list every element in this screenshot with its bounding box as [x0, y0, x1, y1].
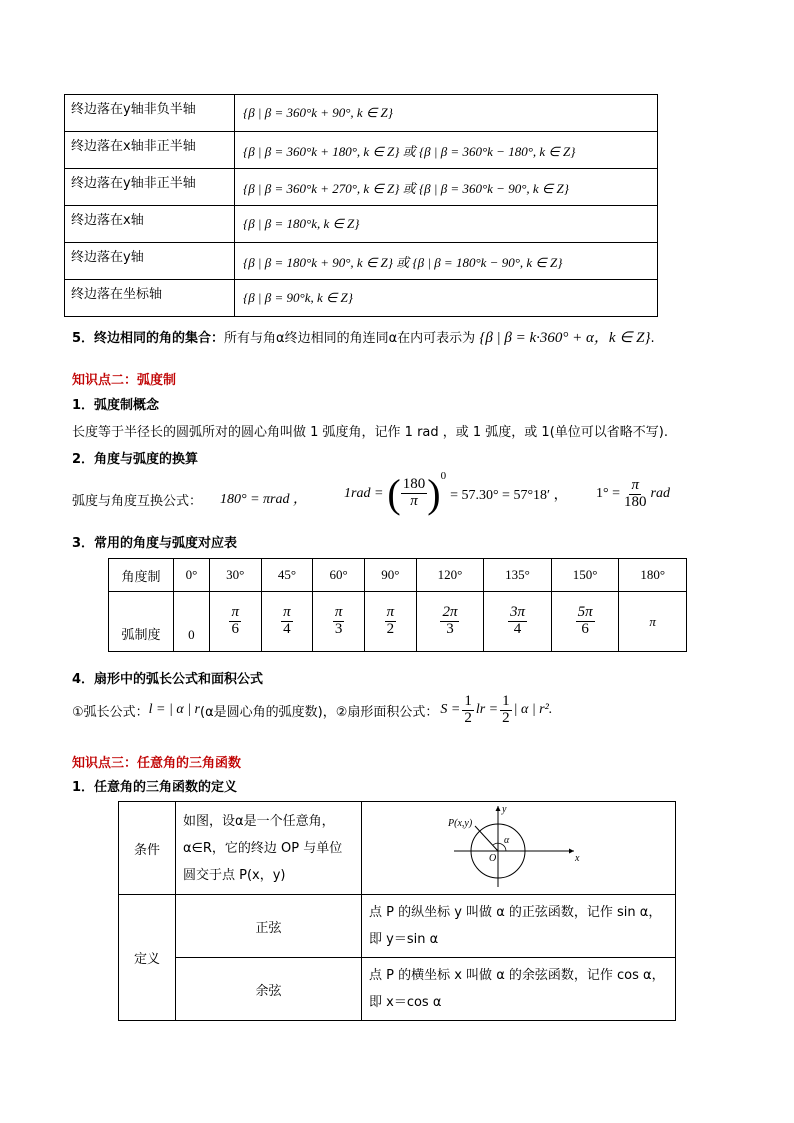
row2-header: 弧制度: [109, 592, 174, 652]
kp2-s1-heading: 1．弧度制概念: [72, 398, 160, 413]
rad-den: 4: [513, 621, 522, 637]
cond-cell: [176, 802, 362, 895]
half-num: 1: [464, 693, 472, 709]
table-row: [65, 132, 658, 169]
figure-cell: [362, 802, 676, 895]
rad-num: π: [283, 604, 291, 621]
area-label: (α是圆心角的弧度数)，②扇形面积公式：: [200, 704, 439, 720]
y-axis-label: y: [501, 804, 506, 815]
f2-exp: 0: [440, 470, 447, 482]
f2-right: = 57.30° = 57°18′ ，: [450, 487, 568, 503]
f2-fraction: [401, 477, 428, 510]
rad-den: 3: [334, 621, 343, 637]
def-label: 定义: [119, 895, 176, 1021]
sine-label: 正弦: [176, 895, 362, 958]
row-formula: {β | β = 360°k + 270°, k ∈ Z} 或 {β | β = 360°k − 90°, k ∈ Z}: [235, 169, 658, 206]
unit-circle-figure: [444, 803, 594, 889]
degree-cell: 135°: [484, 559, 552, 592]
rad-den: 6: [581, 621, 589, 637]
area-s: S =: [440, 702, 461, 718]
kp3-title: 知识点三：任意角的三角函数: [72, 756, 242, 771]
table-row: [65, 206, 658, 243]
f3-fraction: [622, 478, 649, 511]
table-row: [119, 895, 676, 958]
row-formula: {β | β = 360°k + 90°, k ∈ Z}: [235, 95, 658, 132]
row-label: 终边落在y轴非正半轴: [65, 169, 235, 206]
point-label: P(x,y): [447, 818, 472, 829]
row-formula: {β | β = 90°k, k ∈ Z}: [235, 280, 658, 317]
kp3-s1-heading: 1．任意角的三角函数的定义: [72, 780, 238, 795]
item5-heading: 5．终边相同的角的集合：: [72, 331, 225, 346]
kp2-s2-heading: 2．角度与弧度的换算: [72, 452, 199, 467]
row-formula: {β | β = 360°k + 180°, k ∈ Z} 或 {β | β = 360°k − 180°, k ∈ Z}: [235, 132, 658, 169]
left-paren: (: [387, 471, 401, 516]
row1-header: 角度制: [109, 559, 174, 592]
arc-formula: l = | α | r: [148, 702, 200, 718]
radian-cell: [313, 592, 365, 652]
radian-cell: [551, 592, 619, 652]
row-formula: {β | β = 180°k, k ∈ Z}: [235, 206, 658, 243]
area-lr: lr =: [475, 702, 499, 718]
item5-formula: {β | β = k·360° + α，k ∈ Z}: [479, 330, 651, 346]
table-row: [65, 280, 658, 317]
radian-cell: [209, 592, 261, 652]
radian-cell: 0: [174, 592, 210, 652]
trig-definition-table: [118, 801, 676, 1021]
degree-cell: 30°: [209, 559, 261, 592]
item5-line: [72, 326, 655, 347]
row-label: 终边落在y轴非负半轴: [65, 95, 235, 132]
cos-label: 余弦: [176, 958, 362, 1021]
formula-1deg: [596, 478, 670, 511]
half-num: 1: [502, 693, 510, 709]
cos-cell: [362, 958, 676, 1021]
f3-num: π: [631, 477, 639, 493]
sine-cell: [362, 895, 676, 958]
x-axis-arrow: [569, 849, 574, 854]
kp2-title: 知识点二：弧度制: [72, 373, 177, 388]
degree-cell: 120°: [416, 559, 484, 592]
item5-end: .: [650, 331, 655, 346]
radian-cell: [416, 592, 484, 652]
kp2-s1-text: 长度等于半径长的圆弧所对的圆心角叫做 1 弧度角，记作 1 rad ，或 1 弧度，或 1(单位可以省略不写).: [72, 425, 668, 440]
alpha-label: α: [503, 835, 509, 846]
row-label: 终边落在坐标轴: [65, 280, 235, 317]
radian-cell: [364, 592, 416, 652]
table-row: [65, 169, 658, 206]
x-axis-label: x: [574, 853, 579, 864]
row-formula: {β | β = 180°k + 90°, k ∈ Z} 或 {β | β = 180°k − 90°, k ∈ Z}: [235, 243, 658, 280]
right-paren: ): [427, 471, 441, 516]
area-ar2: | α | r².: [513, 702, 553, 718]
terminal-side-table: [64, 94, 658, 317]
rad-num: 5π: [577, 604, 593, 621]
degree-cell: 60°: [313, 559, 365, 592]
rad-num: π: [231, 604, 239, 621]
half-2: [500, 694, 512, 727]
f3-den: 180: [624, 493, 647, 510]
table-row: [119, 958, 676, 1021]
degree-cell: 150°: [551, 559, 619, 592]
terminal-side: [475, 826, 498, 851]
row-label: 终边落在x轴: [65, 206, 235, 243]
degree-cell: 45°: [261, 559, 313, 592]
kp2-s4-heading: 4．扇形中的弧长公式和面积公式: [72, 672, 264, 687]
rad-den: 2: [386, 621, 395, 637]
radian-cell: [261, 592, 313, 652]
f2-den: π: [410, 493, 418, 509]
f3-left: 1° =: [596, 486, 620, 502]
cos-text: 点 P 的横坐标 x 叫做 α 的余弦函数，记作 cos α，即 x＝cos α: [369, 968, 665, 1010]
f2-left: 1rad =: [344, 485, 384, 501]
table-row: [109, 559, 687, 592]
table-row: [109, 592, 687, 652]
half-den: 2: [464, 709, 472, 726]
cond-label: 条件: [119, 802, 176, 895]
kp2-s3-heading: 3．常用的角度与弧度对应表: [72, 536, 238, 551]
rad-num: 3π: [510, 604, 526, 621]
kp2-s2-label: 弧度与角度互换公式：: [72, 494, 203, 509]
degree-cell: 180°: [619, 559, 687, 592]
degree-cell: 90°: [364, 559, 416, 592]
degree-cell: 0°: [174, 559, 210, 592]
rad-den: 6: [231, 621, 239, 637]
row-label: 终边落在x轴非正半轴: [65, 132, 235, 169]
item5-text: 所有与角α终边相同的角连同α在内可表示为: [224, 331, 476, 346]
arc-formulas: [72, 694, 552, 727]
y-axis-arrow: [495, 806, 500, 811]
rad-den: 4: [283, 621, 291, 637]
rad-num: π: [334, 604, 343, 621]
radian-cell: [484, 592, 552, 652]
formula-180-pi: 180° = πrad ，: [220, 492, 308, 507]
table-row: [65, 95, 658, 132]
row-label: 终边落在y轴: [65, 243, 235, 280]
formula-1rad: [344, 470, 568, 517]
rad-num: 2π: [442, 604, 458, 621]
rad-num: π: [386, 604, 395, 621]
cond-text: 如图，设α是一个任意角，α∈R，它的终边 OP 与单位圆交于点 P(x，y): [183, 813, 343, 883]
f2-num: 180: [402, 476, 426, 493]
origin-label: O: [488, 853, 496, 864]
table-row: [65, 243, 658, 280]
arc-label: ①弧长公式：: [72, 704, 149, 720]
f3-right: rad: [650, 486, 670, 502]
table-row: [119, 802, 676, 895]
rad-den: 3: [446, 621, 454, 637]
radian-cell: π: [619, 592, 687, 652]
half-1: [462, 694, 474, 727]
sine-text: 点 P 的纵坐标 y 叫做 α 的正弦函数，记作 sin α，即 y＝sin α: [369, 905, 662, 947]
degree-radian-table: [108, 558, 687, 652]
half-den: 2: [502, 709, 510, 726]
